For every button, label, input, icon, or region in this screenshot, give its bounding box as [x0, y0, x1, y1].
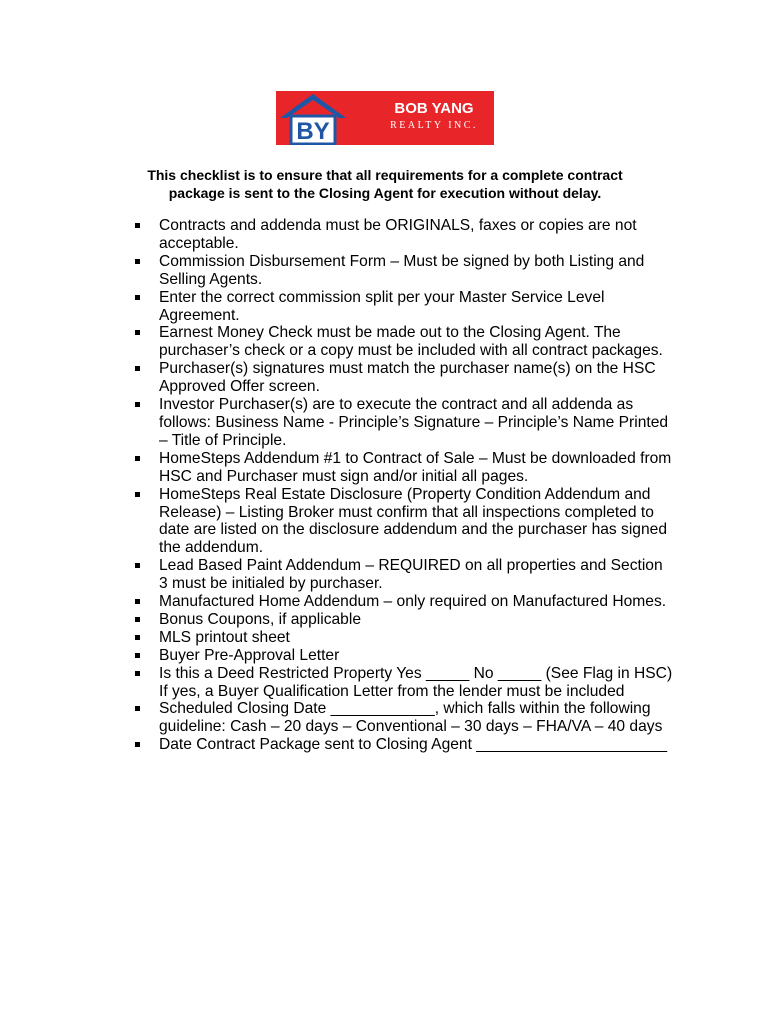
square-bullet-icon	[135, 706, 140, 711]
checklist-item	[131, 253, 691, 289]
checklist-item-text: Manufactured Home Addendum – only required on Manufactured Homes.	[159, 593, 667, 611]
square-bullet-icon	[135, 330, 140, 335]
checklist-item-text: HomeSteps Real Estate Disclosure (Property Condition Addendum and	[159, 485, 651, 503]
checklist-item-text: 3 must be initialed by purchaser.	[159, 575, 383, 593]
checklist-item	[131, 736, 691, 754]
square-bullet-icon	[135, 223, 140, 228]
checklist-item-text: the addendum.	[159, 539, 264, 557]
checklist-item	[131, 396, 691, 450]
checklist-item-text: If yes, a Buyer Qualification Letter from the lender must be included	[159, 682, 625, 700]
checklist-item-text: Date Contract Package sent to Closing Agent ______________________	[159, 736, 668, 754]
checklist-item-text: Contracts and addenda must be ORIGINALS, faxes or copies are not	[159, 217, 637, 234]
square-bullet-icon	[135, 456, 140, 461]
square-bullet-icon	[135, 492, 140, 497]
square-bullet-icon	[135, 742, 140, 747]
checklist-item-text: guideline: Cash – 20 days – Conventional – 30 days – FHA/VA – 40 days	[159, 718, 663, 736]
square-bullet-icon	[135, 366, 140, 371]
checklist-item-text: Buyer Pre-Approval Letter	[159, 646, 340, 664]
checklist-item	[131, 647, 691, 665]
checklist-item-text: Scheduled Closing Date ____________, which falls within the following	[159, 700, 651, 718]
checklist-item-text: Commission Disbursement Form – Must be signed by both Listing and	[159, 252, 645, 270]
intro-line: package is sent to the Closing Agent for execution without delay.	[168, 185, 602, 201]
checklist-item	[131, 217, 691, 253]
checklist-item-text: Is this a Deed Restricted Property Yes _____ No _____ (See Flag in HSC)	[159, 664, 673, 682]
checklist-item-text: purchaser’s check or a copy must be included with all contract packages.	[159, 342, 663, 360]
square-bullet-icon	[135, 402, 140, 407]
square-bullet-icon	[135, 653, 140, 658]
checklist-item-text: follows: Business Name - Principle’s Signature – Principle’s Name Printed	[159, 413, 669, 431]
square-bullet-icon	[135, 563, 140, 568]
checklist-item-text: Enter the correct commission split per your Master Service Level	[159, 288, 605, 306]
checklist-item-text: Bonus Coupons, if applicable	[159, 610, 361, 628]
square-bullet-icon	[135, 295, 140, 300]
checklist-item	[131, 611, 691, 629]
checklist-item-text: date are listed on the disclosure addendum and the purchaser has signed	[159, 521, 667, 539]
checklist-item-text: – Title of Principle.	[159, 431, 287, 449]
square-bullet-icon	[135, 635, 140, 640]
square-bullet-icon	[135, 671, 140, 676]
checklist-item-text: HSC and Purchaser must sign and/or initial all pages.	[159, 467, 529, 485]
checklist-item	[131, 700, 691, 736]
checklist-item-text: Purchaser(s) signatures must match the purchaser name(s) on the HSC	[159, 360, 656, 378]
checklist-item-text: Earnest Money Check must be made out to the Closing Agent. The	[159, 324, 621, 342]
logo-name-line1: BOB YANG	[394, 100, 474, 117]
checklist-item	[131, 289, 691, 325]
checklist-item-text: Release) – Listing Broker must confirm that all inspections completed to	[159, 503, 654, 521]
checklist-item-text: Approved Offer screen.	[159, 378, 320, 396]
checklist-item	[131, 629, 691, 647]
checklist-item-text: MLS printout sheet	[159, 628, 290, 646]
square-bullet-icon	[135, 617, 140, 622]
logo-monogram: BY	[296, 118, 330, 145]
requirements-checklist	[131, 217, 691, 754]
checklist-item-text: Investor Purchaser(s) are to execute the contract and all addenda as	[159, 396, 634, 414]
intro-statement	[100, 166, 670, 202]
checklist-item	[131, 450, 691, 486]
checklist-item	[131, 593, 691, 611]
checklist-item-text: Agreement.	[159, 306, 240, 324]
checklist-item	[131, 557, 691, 593]
checklist-item-text: HomeSteps Addendum #1 to Contract of Sale – Must be downloaded from	[159, 449, 672, 467]
logo-name-line2: REALTY INC.	[390, 120, 478, 131]
checklist-item	[131, 360, 691, 396]
checklist-item-text: Selling Agents.	[159, 270, 263, 288]
checklist-item-text: acceptable.	[159, 234, 239, 252]
intro-line: This checklist is to ensure that all requirements for a complete contract	[147, 167, 623, 183]
square-bullet-icon	[135, 259, 140, 264]
checklist-item	[131, 486, 691, 558]
checklist-item	[131, 324, 691, 360]
company-logo	[276, 91, 494, 145]
checklist-item	[131, 665, 691, 701]
square-bullet-icon	[135, 599, 140, 604]
checklist-item-text: Lead Based Paint Addendum – REQUIRED on all properties and Section	[159, 557, 663, 575]
